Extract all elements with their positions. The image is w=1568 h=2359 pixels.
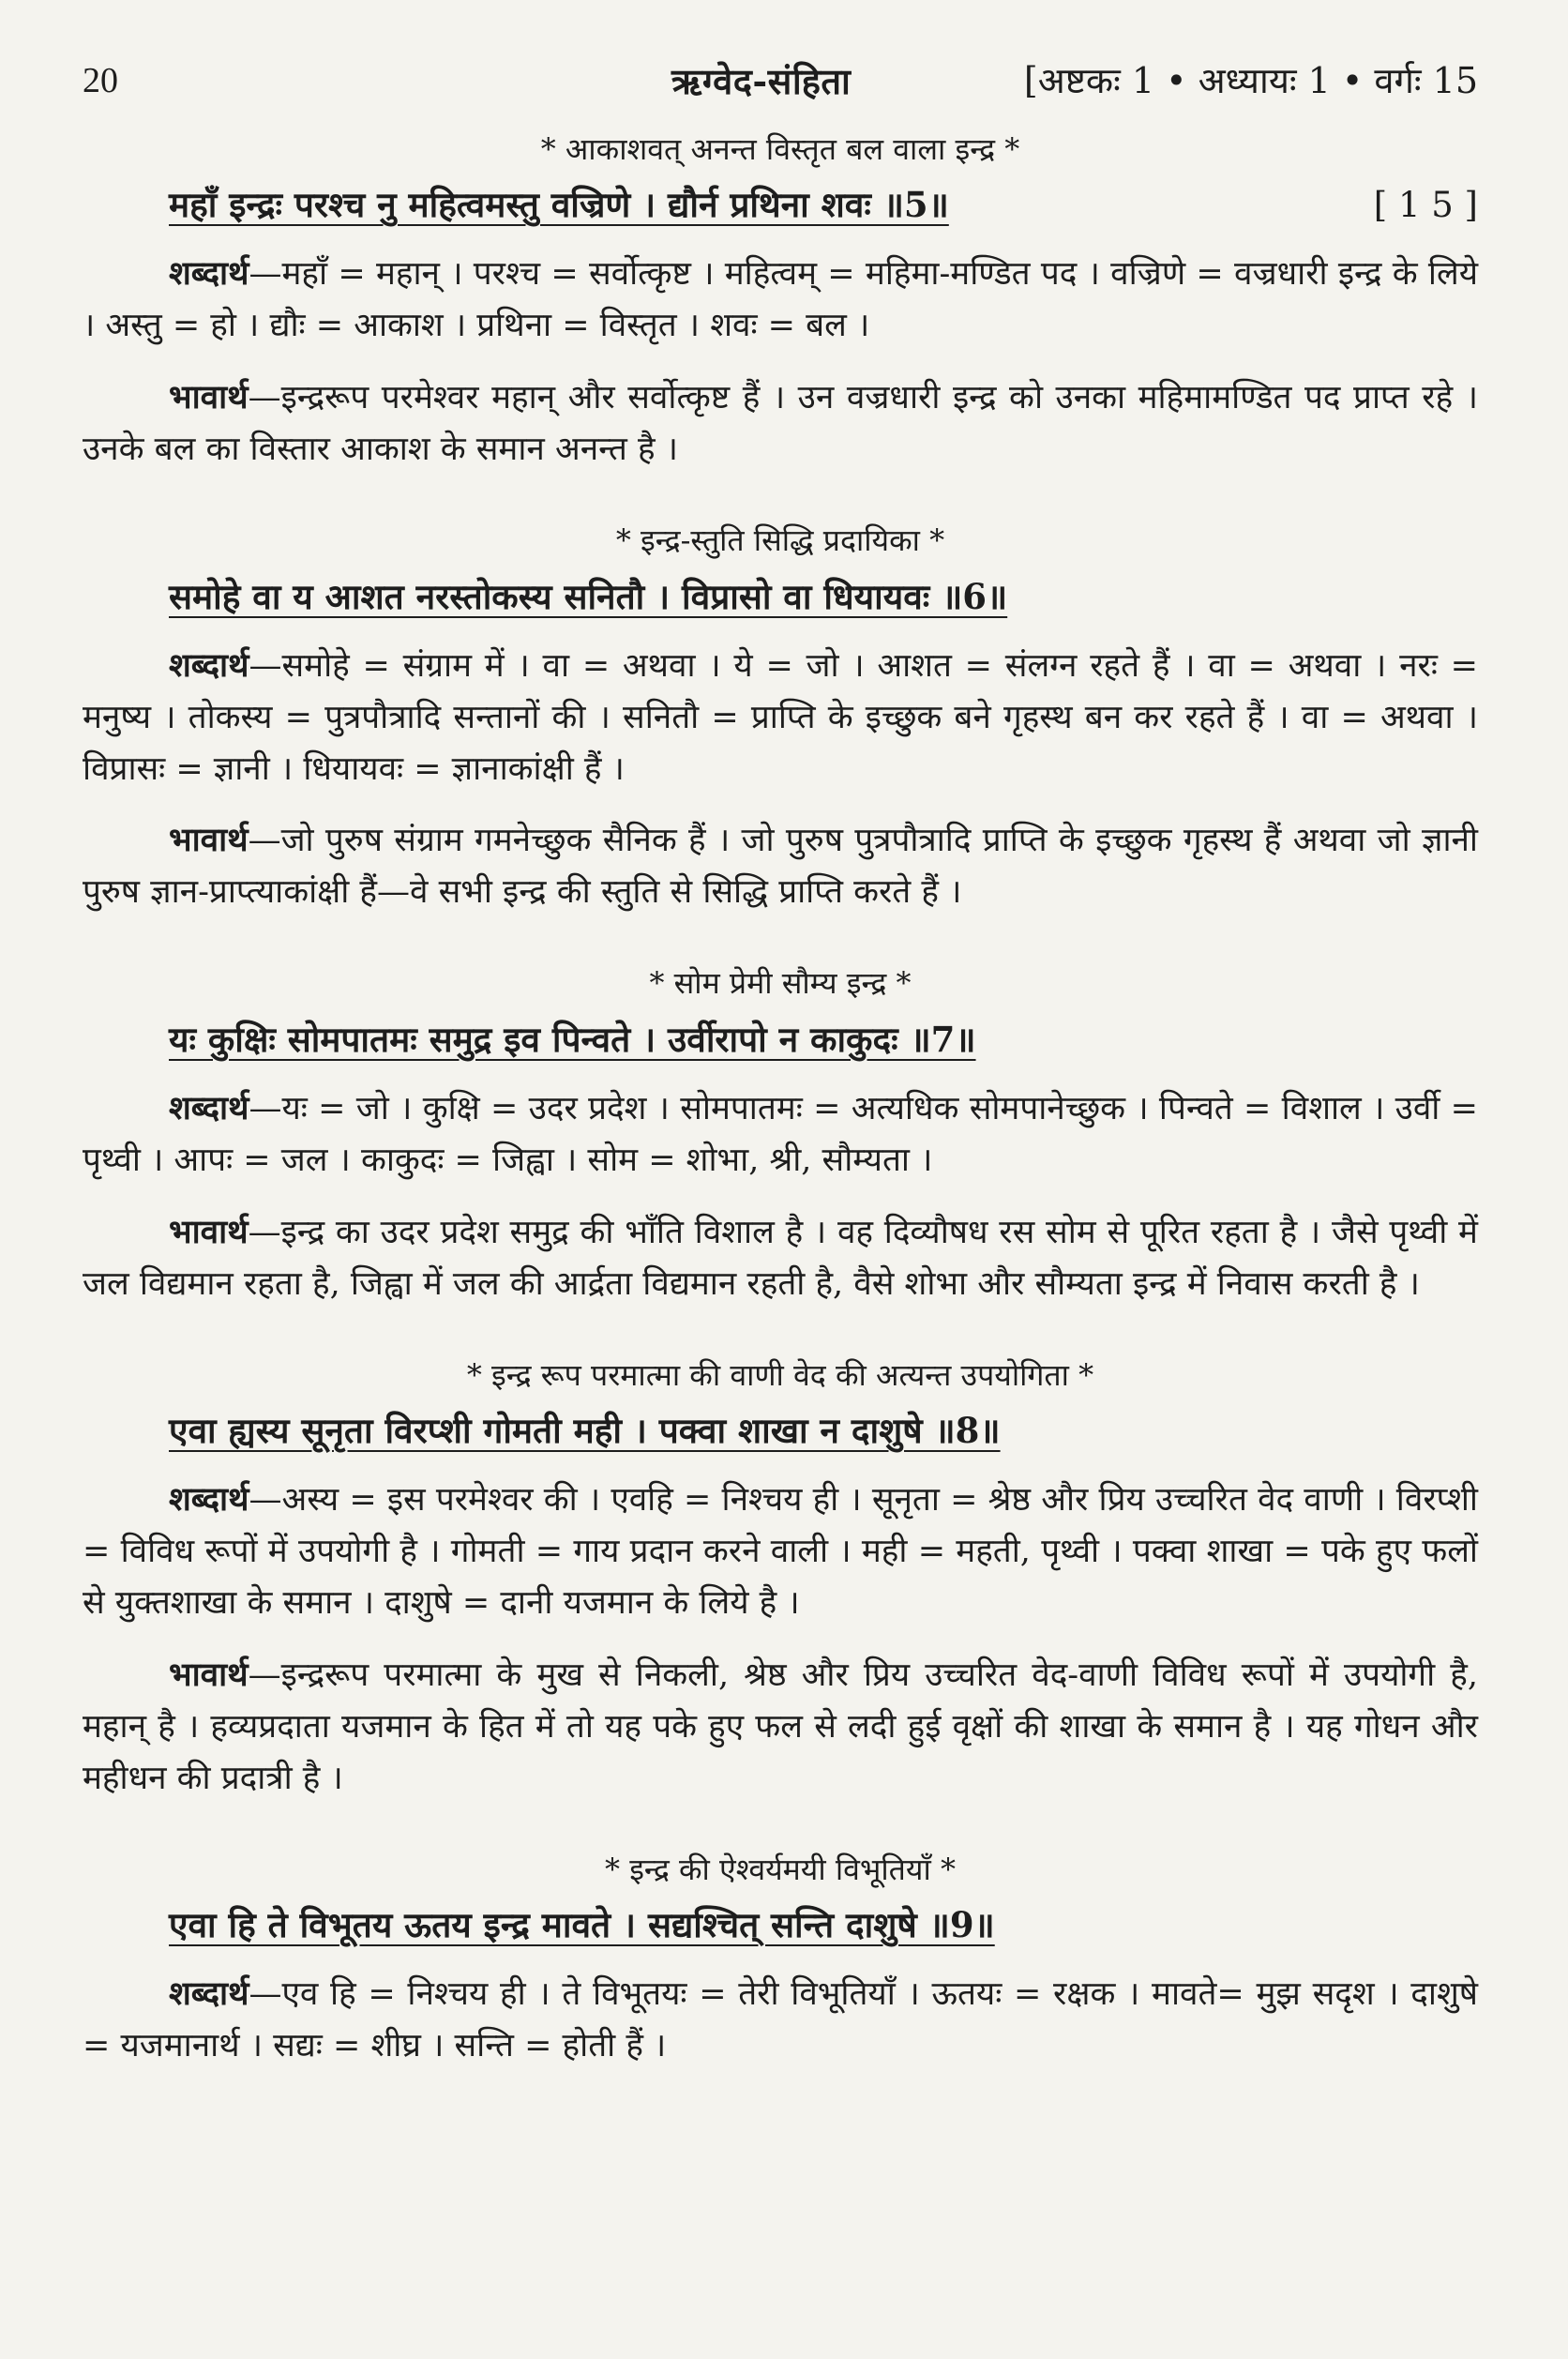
word-meaning-text: —यः = जो । कुक्षि = उदर प्रदेश । सोमपातमः = अत्यधिक सोमपानेच्छुक । पिन्वते = विशाल । उर्वी = पृथ्वी । आपः = जल । काकुदः = जिह्वा । सोम = शोभा, श्री, सौम्यता ।: [83, 1089, 1478, 1179]
verse-section-7: [83, 961, 1478, 1309]
mantra-text: यः कुक्षिः सोमपातमः समुद्र इव पिन्वते । उर्वीरापो न काकुदः ॥7॥: [169, 1018, 976, 1060]
verse-section-6: [83, 519, 1478, 918]
word-meaning-label: शब्दार्थ: [169, 1479, 249, 1519]
chapter-location: [अष्टकः 1 • अध्यायः 1 • वर्गः 15: [1023, 60, 1478, 101]
explanation-text: —जो पुरुष संग्राम गमनेच्छुक सैनिक हैं । जो पुरुष पुत्रपौत्रादि प्राप्ति के इच्छुक गृहस्थ हैं अथवा जो ज्ञानी पुरुष ज्ञान-प्राप्त्याकांक्षी हैं—वे सभी इन्द्र की स्तुति से सिद्धि प्राप्ति करते हैं ।: [83, 822, 1478, 912]
explanation-label: भावार्थ: [169, 1212, 249, 1251]
explanation-label: भावार्थ: [169, 378, 249, 417]
section-heading: * इन्द्र-स्तुति सिद्धि प्रदायिका *: [615, 522, 945, 559]
word-meaning-paragraph: [83, 1083, 1478, 1187]
word-meaning-text: —महाँ = महान् । परश्च = सर्वोत्कृष्ट । महित्वम् = महिमा-मण्डित पद । वज्रिणे = वज्रधारी इन्द्र के लिये । अस्तु = हो । द्यौः = आकाश । प्रथिना = विस्तृत । शवः = बल ।: [83, 255, 1478, 345]
mantra-verse: [169, 176, 1478, 234]
mantra-text: एवा हि ते विभूतय ऊतय इन्द्र मावते । सद्यश्चित् सन्ति दाशुषे ॥9॥: [169, 1903, 995, 1945]
mantra-text: महाँ इन्द्रः परश्च नु महित्वमस्तु वज्रिणे । द्यौर्न प्रथिना शवः ॥5॥: [169, 184, 949, 226]
explanation-text: —इन्द्ररूप परमेश्वर महान् और सर्वोत्कृष्ट हैं । उन वज्रधारी इन्द्र को उनका महिमामण्डित पद प्राप्त रहे । उनके बल का विस्तार आकाश के समान अनन्त है ।: [83, 379, 1478, 469]
mantra-verse: [169, 1011, 1478, 1068]
word-meaning-label: शब्दार्थ: [169, 1088, 249, 1127]
explanation-paragraph: [83, 372, 1478, 476]
section-heading: * इन्द्र रूप परमात्मा की वाणी वेद की अत्यन्त उपयोगिता *: [466, 1356, 1094, 1393]
explanation-text: —इन्द्र का उदर प्रदेश समुद्र की भाँति विशाल है । वह दिव्यौषध रस सोम से पूरित रहता है । जैसे पृथ्वी में जल विद्यमान रहता है, जिह्वा में जल की आर्द्रता विद्यमान रहती है, वैसे शोभा और सौम्यता इन्द्र में निवास करती है ।: [83, 1213, 1478, 1303]
explanation-paragraph: [83, 815, 1478, 918]
explanation-paragraph: [83, 1207, 1478, 1310]
explanation-paragraph: [83, 1650, 1478, 1805]
section-heading: * इन्द्र की ऐश्वर्यमयी विभूतियाँ *: [605, 1851, 956, 1887]
verse-section-9: [83, 1848, 1478, 2072]
word-meaning-text: —अस्य = इस परमेश्वर की । एवहि = निश्चय ही । सूनृता = श्रेष्ठ और प्रिय उच्चरित वेद वाणी । विरप्शी = विविध रूपों में उपयोगी है । गोमती = गाय प्रदान करने वाली । मही = महती, पृथ्वी । पक्वा शाखा = पके हुए फलों से युक्तशाखा के समान । दाशुषे = दानी यजमान के लिये है ।: [83, 1480, 1478, 1622]
verse-section-5: [83, 128, 1478, 476]
mantra-verse: [169, 1402, 1478, 1459]
explanation-text: —इन्द्ररूप परमात्मा के मुख से निकली, श्रेष्ठ और प्रिय उच्चरित वेद-वाणी विविध रूपों में उपयोगी है, महान् है । हव्यप्रदाता यजमान के हित में तो यह पके हुए फल से लदी हुई वृक्षों की शाखा के समान है । यह गोधन और महीधन की प्रदात्री है ।: [83, 1656, 1478, 1797]
word-meaning-label: शब्दार्थ: [169, 1974, 249, 2013]
mantra-verse: [169, 1897, 1478, 1954]
page-header: [83, 54, 1478, 120]
word-meaning-paragraph: [83, 1474, 1478, 1629]
word-meaning-paragraph: [83, 1969, 1478, 2072]
explanation-label: भावार्थ: [169, 1655, 249, 1694]
word-meaning-paragraph: [83, 249, 1478, 352]
verse-section-8: [83, 1353, 1478, 1805]
word-meaning-label: शब्दार्थ: [169, 645, 249, 685]
explanation-label: भावार्थ: [169, 821, 249, 860]
mantra-text: एवा ह्यस्य सूनृता विरप्शी गोमती मही । पक्वा शाखा न दाशुषे ॥8॥: [169, 1409, 1001, 1451]
mantra-verse: [169, 568, 1478, 626]
word-meaning-text: —एव हि = निश्चय ही । ते विभूतयः = तेरी विभूतियाँ । ऊतयः = रक्षक । मावते= मुझ सदृश । दाशुषे = यजमानार्थ । सद्यः = शीघ्र । सन्ति = होती हैं ।: [83, 1975, 1478, 2064]
word-meaning-text: —समोहे = संग्राम में । वा = अथवा । ये = जो । आशत = संलग्न रहते हैं । वा = अथवा । नरः = मनुष्य । तोकस्य = पुत्रपौत्रादि सन्तानों की । सनितौ = प्राप्ति के इच्छुक बने गृहस्थ बन कर रहते हैं । वा = अथवा । विप्रासः = ज्ञानी । धियायवः = ज्ञानाकांक्षी हैं ।: [83, 646, 1478, 788]
word-meaning-label: शब्दार्थ: [169, 254, 249, 294]
page-number: 20: [83, 61, 118, 100]
verse-reference: [ 1 5 ]: [1373, 185, 1478, 226]
section-heading: * आकाशवत् अनन्त विस्तृत बल वाला इन्द्र *: [540, 131, 1020, 167]
section-heading: * सोम प्रेमी सौम्य इन्द्र *: [649, 965, 912, 1002]
word-meaning-paragraph: [83, 641, 1478, 795]
mantra-text: समोहे वा य आशत नरस्तोकस्य सनितौ । विप्रासो वा धियायवः ॥6॥: [169, 575, 1008, 617]
running-title: ऋग्वेद-संहिता: [671, 60, 852, 102]
